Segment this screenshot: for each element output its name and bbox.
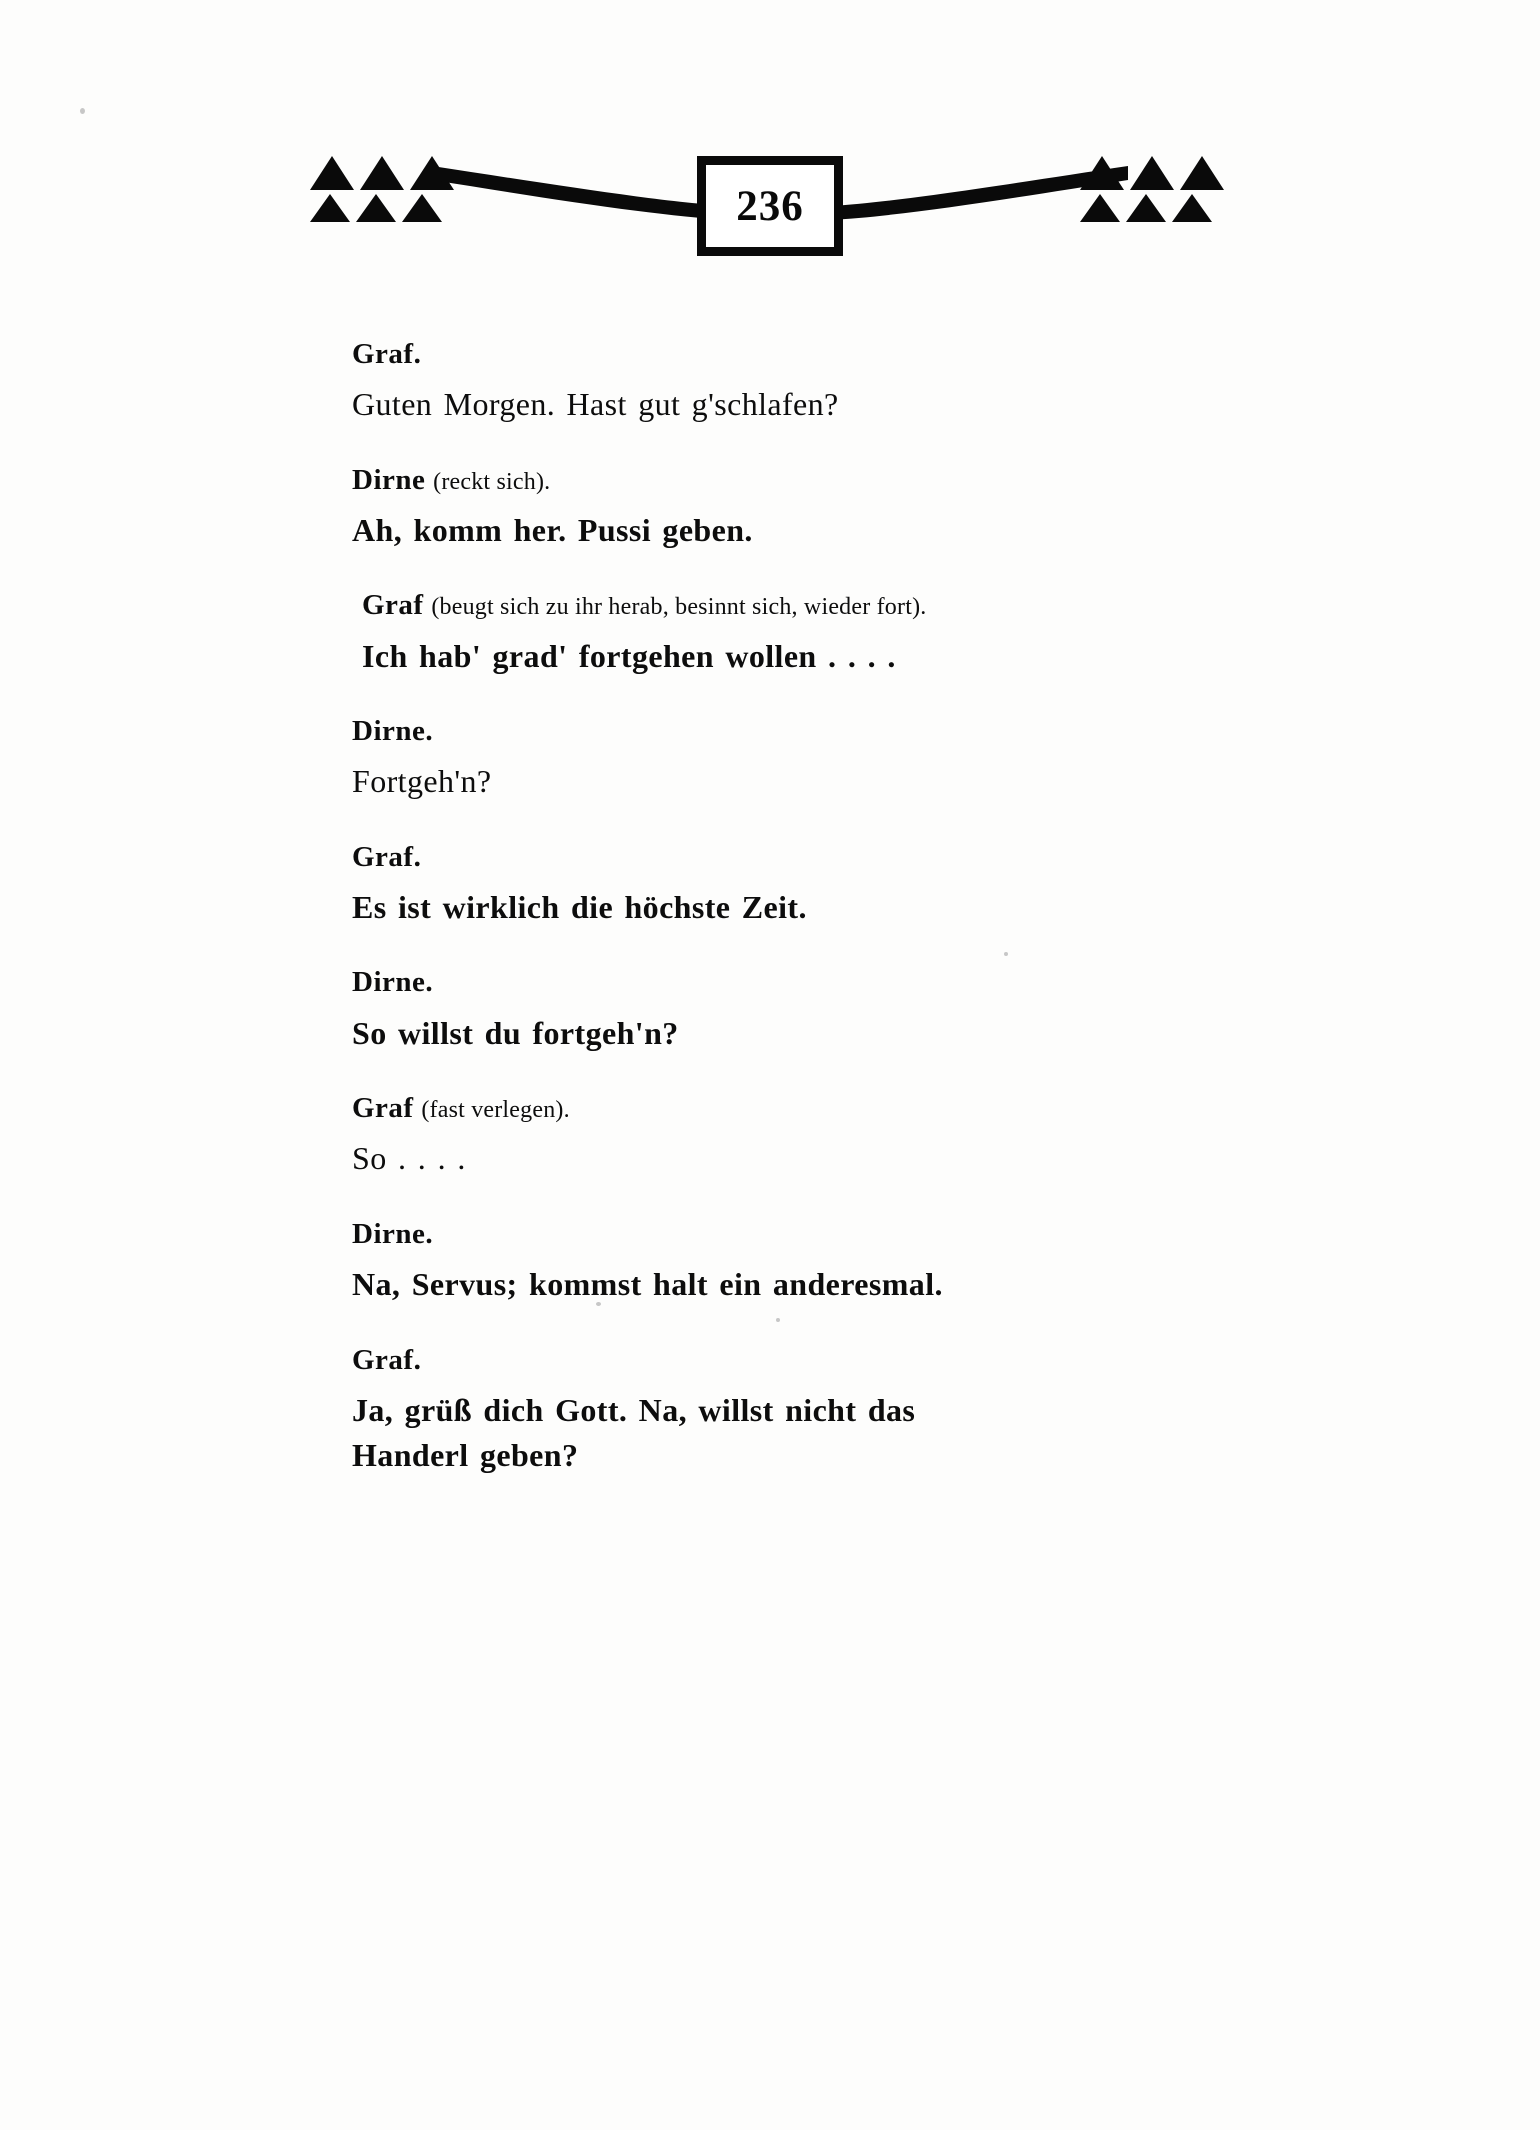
dialogue-line: Fortgeh'n? bbox=[352, 763, 492, 800]
dialogue-line: So willst du fortgeh'n? bbox=[352, 1014, 679, 1051]
speaker-name bbox=[352, 1090, 1232, 1126]
dialogue-block bbox=[352, 964, 1232, 1056]
dialogue-line: Guten Morgen. Hast gut g'schlafen? bbox=[352, 386, 839, 423]
speaker-label: Dirne bbox=[352, 463, 426, 496]
page-number: 236 bbox=[736, 182, 804, 230]
dialogue-line: Ich hab' grad' fortgehen wollen . . . . bbox=[362, 637, 896, 674]
dialogue-block bbox=[352, 587, 1232, 679]
stage-direction: (reckt sich). bbox=[433, 468, 551, 495]
dialogue-line: Es ist wirklich die höchste Zeit. bbox=[352, 889, 807, 925]
speaker-name bbox=[352, 964, 1232, 1000]
scan-speck bbox=[776, 1318, 780, 1322]
dialogue-line: Handerl geben? bbox=[352, 1437, 579, 1474]
stage-direction: (beugt sich zu ihr herab, besinnt sich, wieder fort). bbox=[431, 594, 927, 621]
speaker-name bbox=[362, 587, 1232, 623]
speaker-label: Dirne. bbox=[352, 715, 434, 748]
speaker-label: Graf. bbox=[352, 1343, 422, 1376]
dialogue-block bbox=[352, 1216, 1232, 1308]
dialogue-block bbox=[352, 1342, 1232, 1479]
speaker-name bbox=[352, 1342, 1232, 1378]
dialogue-block bbox=[352, 713, 1232, 805]
speaker-name bbox=[352, 462, 1232, 498]
speaker-label: Graf bbox=[352, 1092, 414, 1125]
scan-speck bbox=[80, 108, 85, 114]
speaker-label: Dirne. bbox=[352, 1217, 434, 1250]
speaker-label: Dirne. bbox=[352, 966, 434, 999]
speaker-name bbox=[352, 1216, 1232, 1252]
dialogue-line: Ja, grüß dich Gott. Na, willst nicht das bbox=[352, 1391, 916, 1428]
dialogue-line: Na, Servus; kommst halt ein anderesmal. bbox=[352, 1266, 943, 1303]
speaker-name bbox=[352, 336, 1232, 372]
stage-direction: (fast verlegen). bbox=[421, 1097, 570, 1124]
scan-speck bbox=[596, 1302, 601, 1306]
triangles-ornament-right-icon bbox=[1080, 156, 1240, 256]
dialogue-block bbox=[352, 839, 1232, 931]
scan-speck bbox=[1004, 952, 1008, 956]
page-header-ornament bbox=[290, 150, 1250, 270]
dialogue-block bbox=[352, 336, 1232, 428]
dialogue-body bbox=[352, 336, 1232, 1513]
speaker-label: Graf. bbox=[352, 338, 422, 370]
dialogue-block bbox=[352, 1090, 1232, 1182]
page-number-box bbox=[697, 156, 843, 256]
speaker-label: Graf. bbox=[352, 840, 422, 873]
speaker-name bbox=[352, 839, 1232, 875]
speaker-name bbox=[352, 713, 1232, 749]
dialogue-block bbox=[352, 462, 1232, 554]
speaker-label: Graf bbox=[362, 589, 424, 622]
dialogue-line: Ah, komm her. Pussi geben. bbox=[352, 511, 753, 548]
dialogue-line: So . . . . bbox=[352, 1140, 466, 1177]
